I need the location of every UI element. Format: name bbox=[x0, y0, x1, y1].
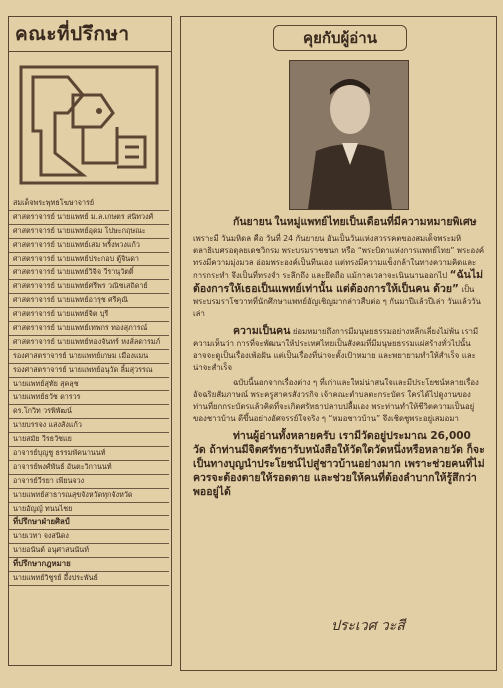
list-item: ศาสตราจารย์ นายแพทย์ศรีพร วณิชเสถิดาย์ bbox=[9, 280, 169, 294]
list-item: นายแพทย์ธวัช ดารวร bbox=[9, 391, 169, 405]
advisor-list bbox=[9, 197, 169, 586]
royal-quote: “ฉันไม่ต้องการให้เธอเป็นแพทย์เท่านั้น แต่ต้องการให้เป็นคน ด้วย” bbox=[193, 269, 484, 296]
list-item: ศาสตราจารย์ นายแพทย์ ม.ล.เกษตร สนิทวงศ์ bbox=[9, 211, 169, 225]
list-item: นายอัญญ์ ทนนไชย bbox=[9, 503, 169, 517]
list-item: ศาสตราจารย์ นายแพทย์เทพกร ทองสุภารณ์ bbox=[9, 322, 169, 336]
list-item: นายสมัย วีรธวัชแย bbox=[9, 433, 169, 447]
list-item: นายเวทา จงสนิดง bbox=[9, 530, 169, 544]
lead-september: กันยายน bbox=[233, 216, 272, 228]
reading-figure-icon bbox=[13, 57, 165, 189]
editorial-title: คุยกับผู้อ่าน bbox=[273, 25, 407, 51]
list-item: ดร.โกวิท วรพิพัฒน์ bbox=[9, 405, 169, 419]
list-item: อาจารย์บุญชู ธรรมพัคนานนท์ bbox=[9, 447, 169, 461]
advisors-title: คณะที่ปรึกษา bbox=[9, 17, 171, 52]
section-heading-law: ที่ปรึกษากฎหมาย bbox=[9, 558, 169, 572]
advisors-column bbox=[8, 16, 172, 666]
section-heading-art: ที่ปรึกษาฝ่ายศิลป์ bbox=[9, 516, 169, 530]
list-item: สมเด็จพระพุทธโฆษาจารย์ bbox=[9, 197, 169, 211]
signature: ประเวศ วะสี bbox=[331, 618, 405, 634]
list-item: นายแพทย์วิชูรย์ อึ้งประพันธ์ bbox=[9, 572, 169, 586]
editorial-column bbox=[180, 16, 497, 671]
list-item: ศาสตราจารย์ นายแพทย์เสม พริ้งพวงแก้ว bbox=[9, 239, 169, 253]
page bbox=[8, 8, 497, 680]
list-item: ศาสตราจารย์ นายแพทย์ทองจันทร์ หงส์ลดารมภ์ bbox=[9, 336, 169, 350]
lead-humanity: ความเป็นคน bbox=[233, 324, 291, 337]
list-item: นายแพทย์สุทัย สุคลุช bbox=[9, 378, 169, 392]
list-item: รองศาสตราจารย์ นายแพทย์เกษม เมืองแมน bbox=[9, 350, 169, 364]
list-item: ศาสตราจารย์ นายแพทย์อุดม โปษะกฤษณะ bbox=[9, 225, 169, 239]
portrait-photo bbox=[289, 60, 409, 210]
list-item: นายบรรจง แสงสังแก้ว bbox=[9, 419, 169, 433]
headline: ในหมู่แพทย์ไทยเป็นเดือนที่มีความหมายพิเศษ bbox=[274, 216, 477, 228]
list-item: ศาสตราจารย์ นายแพทย์อารุช ศรีคุณิ bbox=[9, 294, 169, 308]
editorial-text bbox=[193, 215, 485, 503]
list-item: ศาสตราจารย์ นายแพทย์ประกอบ ตู้จินดา bbox=[9, 253, 169, 267]
list-item: อาจารย์วีรยา เพียนจวง bbox=[9, 475, 169, 489]
list-item: นายอนันต์ อนุศาสนนันท์ bbox=[9, 544, 169, 558]
list-item: ศาสตราจารย์ นายแพทย์จิต บุรี bbox=[9, 308, 169, 322]
list-item: รองศาสตราจารย์ นายแพทย์อนุวัด ลิ้มสุวรรณ bbox=[9, 364, 169, 378]
paragraph-1: เพราะมี วันมหิดล คือ วันที่ 24 กันยายน อันเป็นวันแห่งสวรรคตของสมเด็จพระมหิตลาธิเบศรอดุลยเดชวิกรม พระบรมราชชนก หรือ “พระบิดาแห่งการแพทย์ไทย” พระองค์ทรงมีความมุ่งมวล อ่อมพระองค์เป็นทีนเอง แต่ทรงมีความแข็งกล้าในทางความคิดและการกระทำ จึงเป็นที่ทรงจำ ระลึกถึง และยึดถือ แม้กาลเวลาจะเนินนานออกไป bbox=[193, 234, 485, 281]
list-item: ศาสตราจารย์ นายแพทย์วิจิจ วีรานุวัตติ์ bbox=[9, 266, 169, 280]
paragraph-3: ฉบับนี้นอกจากเรื่องต่าง ๆ ที่เก่าและใหม่น่าสนใจและมีประโยชน์หลายเรื่อง อัจฉริยสัมภาษณ์ พระครูสาครสังวรกิจ เจ้าคณะตำบลตะกระบัตร ใครได้ไปดูงานของท่านที่ยกกระบัตรแล้วคิดที่จะเกิดศรัทธาปลาบปลื้มเอง พระท่านทำให้ชีวิตความเป็นอยู่ของชาวบ้าน ดีขึ้นอย่างอัศจรรย์ใจจริง ๆ “หมอชาวบ้าน” จึงเชิดชูพระอยู่เสมอมา bbox=[193, 378, 479, 423]
paragraph-1-end: เป็นพระบรมราโชวาทที่นักศึกษาแพทย์อัญเชิญมากล่าวสืบต่อ ๆ กันมาปีแล้วปีเล่า วันแล้ววันเล่า bbox=[193, 285, 481, 319]
list-item: นายแพทย์สาธารณสุขจังหวัดทุกจังหวัด bbox=[9, 489, 169, 503]
list-item: อาจารย์พงศ์พันธ์ อันตะวิกานนท์ bbox=[9, 461, 169, 475]
portrait-icon bbox=[290, 61, 408, 209]
paragraph-2: ย่อมหมายถึงการมีมนุษยธรรมอย่างหลีกเลี่ยงไม่พ้น เรามีความเห็นว่า การที่จะพัฒนาให้ประเทศไทยเป็นสังคมที่มีมนุษยธรรมแผ่สร้างทั่วไปนั้น อาจจะดูเป็นเรื่องเพ้อฝัน แต่เป็นเรื่องที่น่าจะตั้งเป้าหมาย และพยายามทำให้สำเร็จ และน่าจะสำเร็จ bbox=[193, 326, 479, 372]
paragraph-4: ท่านผู้อ่านทั้งหลายครับ เรามีวัดอยู่ประมาณ 26,000 วัด ถ้าท่านมีจิตศรัทธารับหนังสือให้วัดใดวัดหนึ่งหรือหลายวัด ก็จะเป็นทางบุญนำประโยชน์ไปสู่ชาวบ้านอย่างมาก เพราะช่วยคนที่ไม่ควรจะต้องตายให้รอดตาย และช่วยให้คนที่ต้องลำบากให้รู้สึกว่าพออยู่ได้ bbox=[193, 429, 485, 498]
logo-illustration bbox=[13, 57, 165, 189]
